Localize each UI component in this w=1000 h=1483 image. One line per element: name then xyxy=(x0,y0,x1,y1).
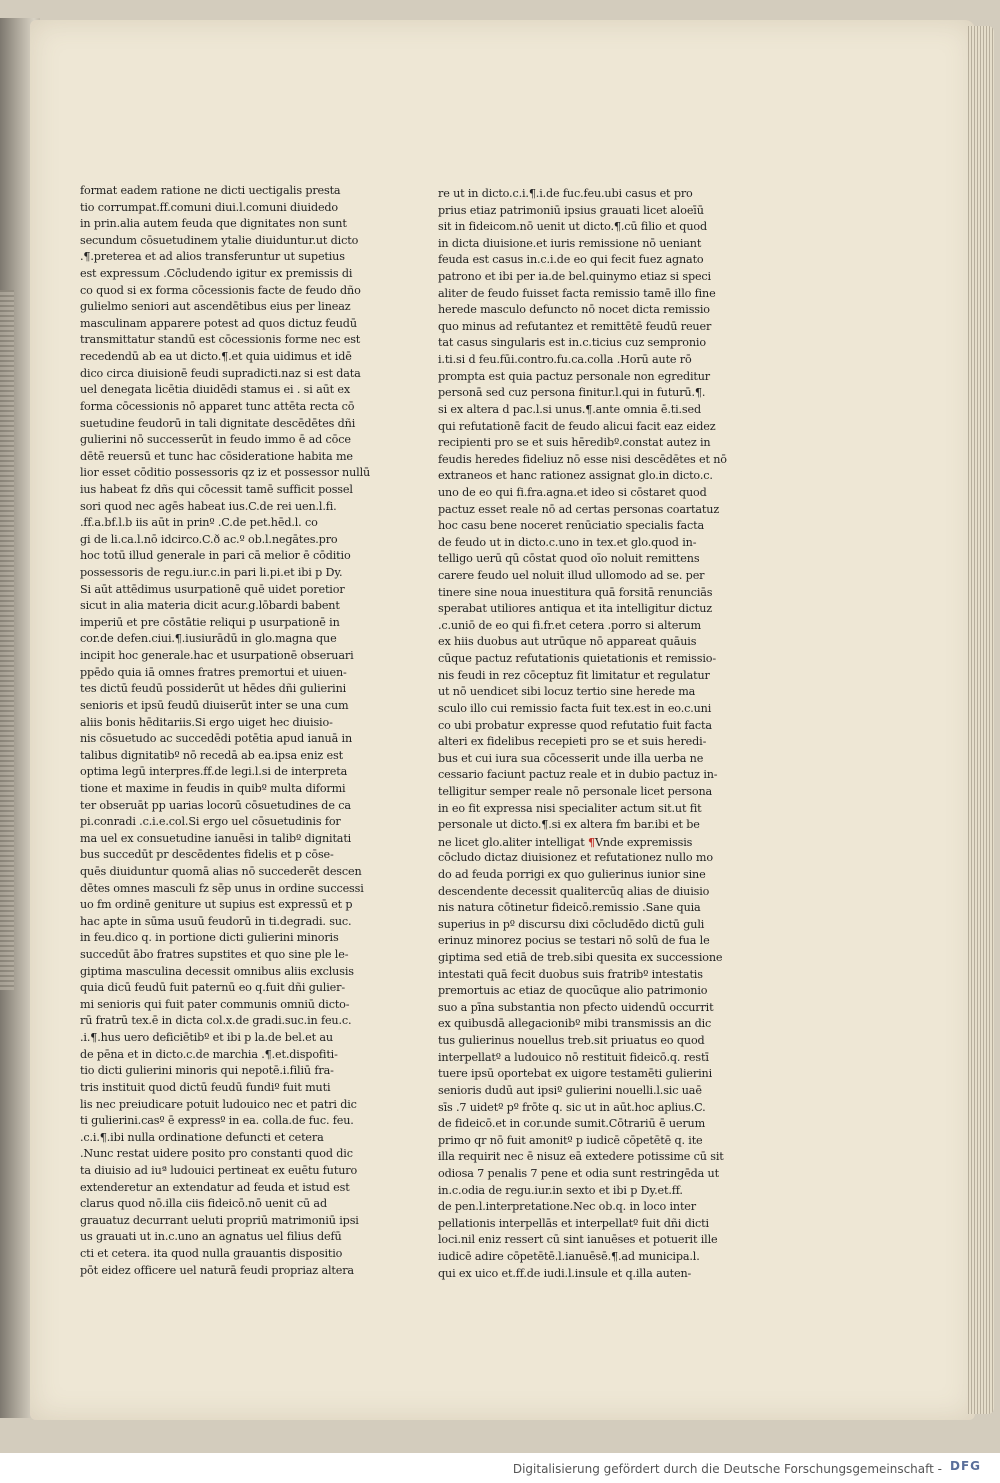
text-line: Si aūt attēdimus usurpationē quē uidet poretior xyxy=(80,582,345,596)
text-line: loci.nil eniz ressert cū sint ianuēses et potuerit ille xyxy=(438,1233,718,1247)
text-line: dico circa diuisionē feudi supradicti.naz si est data xyxy=(80,366,361,380)
text-line: in prin.alia autem feuda que dignitates non sunt xyxy=(80,217,347,231)
left-page-sliver xyxy=(0,290,14,990)
text-line: quo minus ad refutantez et remittētē feudū reuer xyxy=(438,319,712,333)
text-line: primo qr nō fuit amonitº p iudicē cōpetētē q. ite xyxy=(438,1133,703,1147)
text-line: sori quod nec agēs habeat ius.C.de rei uen.l.fi. xyxy=(80,499,337,513)
text-line: qui refutationē facit de feudo alicui facit eaz eidez xyxy=(438,419,716,433)
text-line: in eo fit expressa nisi specialiter actum sit.ut fit xyxy=(438,801,702,815)
text-line: prius etiaz patrimoniū ipsius grauati licet aloeīū xyxy=(438,203,704,217)
text-line: pi.conradi .c.i.e.col.Si ergo uel cōsuetudinis for xyxy=(80,815,341,829)
text-line: hoc totū illud generale in pari cā melior ē cōditio xyxy=(80,549,351,563)
text-line: dētes omnes masculi fz sēp unus in ordine successi xyxy=(80,881,364,895)
text-line: sculo illo cui remissio facta fuit tex.est in eo.c.uni xyxy=(438,701,712,715)
text-line: hac apte in sūma usuū feudorū in ti.degradi. suc. xyxy=(80,914,352,928)
page-fore-edge xyxy=(968,26,994,1414)
text-line: senioris dudū aut ipsiº gulierini nouelli.l.sic uaē xyxy=(438,1083,702,1097)
text-line: .Nunc restat uidere posito pro constanti quod dic xyxy=(80,1147,353,1161)
text-line: alteri ex fidelibus recepieti pro se et suis heredi- xyxy=(438,735,707,749)
text-line: tat casus singularis est in.c.ticius cuz sempronio xyxy=(438,336,706,350)
text-line: extraneos et hanc rationez assignat glo.in dicto.c. xyxy=(438,469,713,483)
text-line: uel denegata licētia diuidēdi stamus ei . si aūt ex xyxy=(80,383,351,397)
text-line: pactuz esset reale nō ad certas personas coartatuz xyxy=(438,502,720,516)
text-line: incipit hoc generale.hac et usurpationē obseruari xyxy=(80,649,354,663)
text-line: tuere ipsū oportebat ex uigore testamēti gulierini xyxy=(438,1067,712,1081)
text-line: tes dictū feudū possiderūt ut hēdes dñi gulierini xyxy=(80,682,347,696)
text-line: lis nec preiudicare potuit ludouico nec et patri dic xyxy=(80,1097,357,1111)
footer-credit: Digitalisierung gefördert durch die Deutsche Forschungsgemeinschaft - xyxy=(512,1462,942,1476)
text-line: do ad feuda porrigi ex quo gulierinus iunior sine xyxy=(438,867,706,881)
text-line: grauatuz decurrant ueluti propriū matrimoniū ipsi xyxy=(80,1213,359,1227)
rubric-line-text: Vnde expremissis xyxy=(595,835,693,849)
text-line: cor.de defen.ciui.¶.iusiurādū in glo.magna que xyxy=(80,632,337,646)
text-line: .c.uniō de eo qui fi.fr.et cetera .porro si alterum xyxy=(438,618,701,632)
text-line: cti et cetera. ita quod nulla grauantis dispositio xyxy=(80,1247,343,1260)
text-line: ne licet glo.aliter intelligat ¶Vnde expremissis xyxy=(438,834,693,849)
text-line: clarus quod nō.illa ciis fideicō.nō uenit cū ad xyxy=(80,1197,327,1211)
text-line: dētē reuersū et tunc hac cōsideratione habita me xyxy=(80,449,353,463)
text-line: aliis bonis hēditariis.Si ergo uiget hec diuisio- xyxy=(80,715,333,729)
text-line: forma cōcessionis nō apparet tunc attēta recta cō xyxy=(80,399,355,413)
text-line: de feudo ut in dicto.c.uno in tex.et glo.quod in- xyxy=(438,535,697,549)
text-line: re ut in dicto.c.i.¶.i.de fuc.feu.ubi casus et pro xyxy=(438,187,693,200)
text-line: suetudine feudorū in tali dignitate descēdētes dñi xyxy=(80,416,356,430)
text-line: iudicē adire cōpetētē.l.ianuēsē.¶.ad municipa.l. xyxy=(438,1250,700,1263)
text-line: ti gulierini.casº ē expressº in ea. colla.de fuc. feu. xyxy=(80,1114,354,1128)
text-line: tris instituit quod dictū feudū fundiº fuit muti xyxy=(80,1080,331,1094)
text-line: telligo uerū qū cōstat quod oīo noluit remittens xyxy=(438,552,700,566)
text-line: extenderetur an extendatur ad feuda et istud est xyxy=(80,1180,350,1194)
text-line: intestati quā fecit duobus suis fratribº intestatis xyxy=(438,967,703,981)
text-line: gi de li.ca.l.nō idcirco.C.ð ac.º ob.l.negātes.pro xyxy=(80,532,338,546)
text-line: secundum cōsuetudinem ytalie diuiduntur.ut dicto xyxy=(80,233,359,247)
text-line: sit in fideicom.nō uenit ut dicto.¶.cū filio et quod xyxy=(438,220,707,234)
text-line: us grauati ut in.c.uno an agnatus uel filius defū xyxy=(80,1230,342,1244)
text-line: descendente decessit qualitercūq alias de diuisio xyxy=(438,884,710,898)
text-line: pellationis interpellās et interpellatº fuit dñi dicti xyxy=(438,1216,709,1230)
text-line: nis feudi in rez cōceptuz fit limitatur et regulatur xyxy=(438,668,710,682)
text-line: giptima masculina decessit omnibus aliis exclusis xyxy=(80,964,354,978)
text-line: si ex altera d pac.l.si unus.¶.ante omnia ē.ti.sed xyxy=(438,402,701,416)
text-line: aliter de feudo fuisset facta remissio tamē illo fine xyxy=(438,286,716,300)
text-line: qui ex uico et.ff.de iudi.l.insule et q.illa auten- xyxy=(438,1266,692,1280)
text-line: cūque pactuz refutationis quietationis et remissio- xyxy=(438,652,717,666)
text-line: herede masculo defuncto nō nocet dicta remissio xyxy=(438,303,710,317)
text-line: lior esset cōditio possessoris qz iz et possessor nullū xyxy=(80,466,371,480)
text-line: ex hiis duobus aut utrūque nō appareat quāuis xyxy=(438,635,697,649)
text-line: transmittatur standū est cōcessionis forme nec est xyxy=(80,333,361,347)
text-line: possessoris de regu.iur.c.in pari li.pi.et ibi p Dy. xyxy=(80,566,343,580)
text-line: quēs diuiduntur quomā alias nō succederēt descen xyxy=(80,864,362,878)
text-line: in feu.dico q. in portione dicti gulierini minoris xyxy=(80,931,339,945)
text-line: ma uel ex consuetudine ianuēsi in talibº dignitati xyxy=(80,831,352,845)
text-line: gulierini nō successerūt in feudo immo ē ad cōce xyxy=(80,433,351,447)
text-line: senioris et ipsū feudū diuiserūt inter se una cum xyxy=(80,698,349,712)
text-line: patrono et ibi per ia.de bel.quinymo etiaz si speci xyxy=(438,270,711,284)
text-line: feudis heredes fideliuz nō esse nisi descēdētes et nō xyxy=(438,452,727,466)
text-line: .i.¶.hus uero deficiētibº et ibi p la.de bel.et au xyxy=(80,1031,333,1045)
rubric-paragraph-mark: ¶ xyxy=(588,834,595,849)
text-line: uo fm ordinē geniture ut supius est expressū et p xyxy=(80,898,353,912)
text-line: rū fratrū tex.ē in dicta col.x.de gradi.suc.in feu.c. xyxy=(80,1014,352,1028)
text-line: succedūt ābo fratres supstites et quo sine ple le- xyxy=(80,948,349,962)
text-line: .c.i.¶.ibi nulla ordinatione defuncti et cetera xyxy=(80,1130,324,1144)
text-line: erinuz minorez pocius se testari nō solū de fua le xyxy=(438,934,710,948)
text-line: quia dicū feudū fuit paternū eo q.fuit dñi gulier- xyxy=(80,981,345,995)
text-line: bus et cui iura sua cōcesserit unde illa uerba ne xyxy=(438,751,704,765)
text-line: de pen.l.interpretatione.Nec ob.q. in loco inter xyxy=(438,1200,696,1214)
text-line: ut nō uendicet sibi locuz tertio sine herede ma xyxy=(438,685,696,699)
text-line: illa requirit nec ē nisuz eā extedere potissime cū sit xyxy=(438,1150,724,1164)
text-line: gulielmo seniori aut ascendētibus eius per lineaz xyxy=(80,300,351,314)
text-line: cōcludo dictaz diuisionez et refutationez nullo mo xyxy=(438,851,713,865)
text-line: giptima sed etiā de treb.sibi quesita ex successione xyxy=(438,951,723,965)
text-line: imperiū et pre cōstātie reliqui p usurpationē in xyxy=(80,615,340,629)
text-line: optima legū interpres.ff.de legi.l.si de interpreta xyxy=(80,765,348,779)
text-line: de fideicō.et in cor.unde sumit.Cōtrariū ē uerum xyxy=(438,1117,706,1131)
text-line: personā sed cuz persona finitur.l.qui in futurū.¶. xyxy=(438,386,706,400)
text-line: bus succedūt pr descēdentes fidelis et p cōse- xyxy=(80,848,334,862)
text-line: recipienti pro se et suis hēredibº.constat autez in xyxy=(438,436,711,450)
text-line: tio corrumpat.ff.comuni diui.l.comuni diuidedo xyxy=(80,200,339,214)
text-line: suo a pīna substantia non pfecto uidendū occurrit xyxy=(438,1000,714,1014)
text-line: feuda est casus in.c.i.de eo qui fecit fuez agnato xyxy=(438,253,704,267)
text-line: talibus dignitatibº nō recedā ab ea.ipsa eniz est xyxy=(80,748,343,762)
text-line: nis natura cōtinetur fideicō.remissio .Sane quia xyxy=(438,901,701,915)
text-line: sicut in alia materia dicit acur.g.lōbardi babent xyxy=(80,599,340,613)
text-line: est expressum .Cōcludendo igitur ex premissis di xyxy=(80,267,353,281)
text-line: ppēdo quia iā omnes fratres premortui et uiuen- xyxy=(80,665,347,679)
text-line: ex quibusdā allegacionibº mibi transmissis an dic xyxy=(438,1017,712,1031)
text-line: sperabat utiliores antiqua et ita intelligitur dictuz xyxy=(438,602,713,616)
text-line: hoc casu bene noceret renūciatio specialis facta xyxy=(438,519,705,533)
text-line: ius habeat fz dñs qui cōcessit tamē sufficit possel xyxy=(80,482,353,496)
text-line: recedendū ab ea ut dicto.¶.et quia uidimus et idē xyxy=(80,350,352,364)
text-line: premortuis ac etiaz de quocūque alio patrimonio xyxy=(438,984,708,998)
left-text-column xyxy=(80,183,380,1279)
text-line: ter obseruāt pp uarias locorū cōsuetudines de ca xyxy=(80,798,351,812)
text-line: tinere sine noua inuestitura quā forsitā renunciās xyxy=(438,585,713,599)
text-line: telligitur semper reale nō personale licet persona xyxy=(438,784,713,798)
text-line: .¶.preterea et ad alios transferuntur ut supetius xyxy=(80,250,345,264)
text-line: de pēna et in dicto.c.de marchia .¶.et.dispofiti- xyxy=(80,1047,338,1061)
right-text-column xyxy=(438,186,727,1282)
text-line: prompta est quia pactuz personale non egreditur xyxy=(438,369,710,383)
text-line: superius in pº discursu dixi cōcludēdo dictū guli xyxy=(438,917,705,931)
text-line: tus gulierinus nouellus treb.sit priuatus eo quod xyxy=(438,1034,705,1048)
text-line: odiosa 7 penalis 7 pene et odia sunt restringēda ut xyxy=(438,1166,719,1180)
text-line: tione et maxime in feudis in quibº multa diformi xyxy=(80,781,346,795)
text-line: masculinam apparere potest ad quos dictuz feudū xyxy=(80,316,357,330)
text-line: i.ti.si d feu.fūi.contro.fu.ca.colla .Horū aute rō xyxy=(438,353,692,367)
text-line: sīs .7 uidetº pº frōte q. sic ut in aūt.hoc aplius.C. xyxy=(438,1100,706,1114)
text-line: format eadem ratione ne dicti uectigalis presta xyxy=(80,184,341,197)
text-line: in dicta diuisione.et iuris remissione nō ueniant xyxy=(438,236,702,250)
text-line: .ff.a.bf.l.b iis aūt in prinº .C.de pet.hēd.l. co xyxy=(80,516,318,530)
text-line: uno de eo qui fi.fra.agna.et ideo si cōstaret quod xyxy=(438,485,707,499)
text-line: mi senioris qui fuit pater communis omniū dicto- xyxy=(80,997,350,1011)
text-line: personale ut dicto.¶.si ex altera fm bar.ibi et be xyxy=(438,818,700,832)
text-line: nis cōsuetudo ac succedēdi potētia apud ianuā in xyxy=(80,732,353,746)
text-line: tio dicti gulierini minoris qui nepotē.i.filiū fra- xyxy=(80,1064,334,1078)
text-line: carere feudo uel noluit illud ullomodo ad se. per xyxy=(438,569,705,583)
text-line: co ubi probatur expresse quod refutatio fuit facta xyxy=(438,718,712,732)
text-line: cessario faciunt pactuz reale et in dubio pactuz in- xyxy=(438,768,718,782)
text-line: pōt eidez officere uel naturā feudi propriaz altera xyxy=(80,1263,354,1277)
text-line: ta diuisio ad iuª ludouici pertineat ex euētu futuro xyxy=(80,1163,358,1177)
text-line: co quod si ex forma cōcessionis facte de feudo dño xyxy=(80,283,361,297)
text-line: interpellatº a ludouico nō restituit fideicō.q. restī xyxy=(438,1050,709,1064)
text-line: in.c.odia de regu.iur.in sexto et ibi p Dy.et.ff. xyxy=(438,1183,683,1197)
dfg-logo: DFG xyxy=(950,1459,982,1473)
